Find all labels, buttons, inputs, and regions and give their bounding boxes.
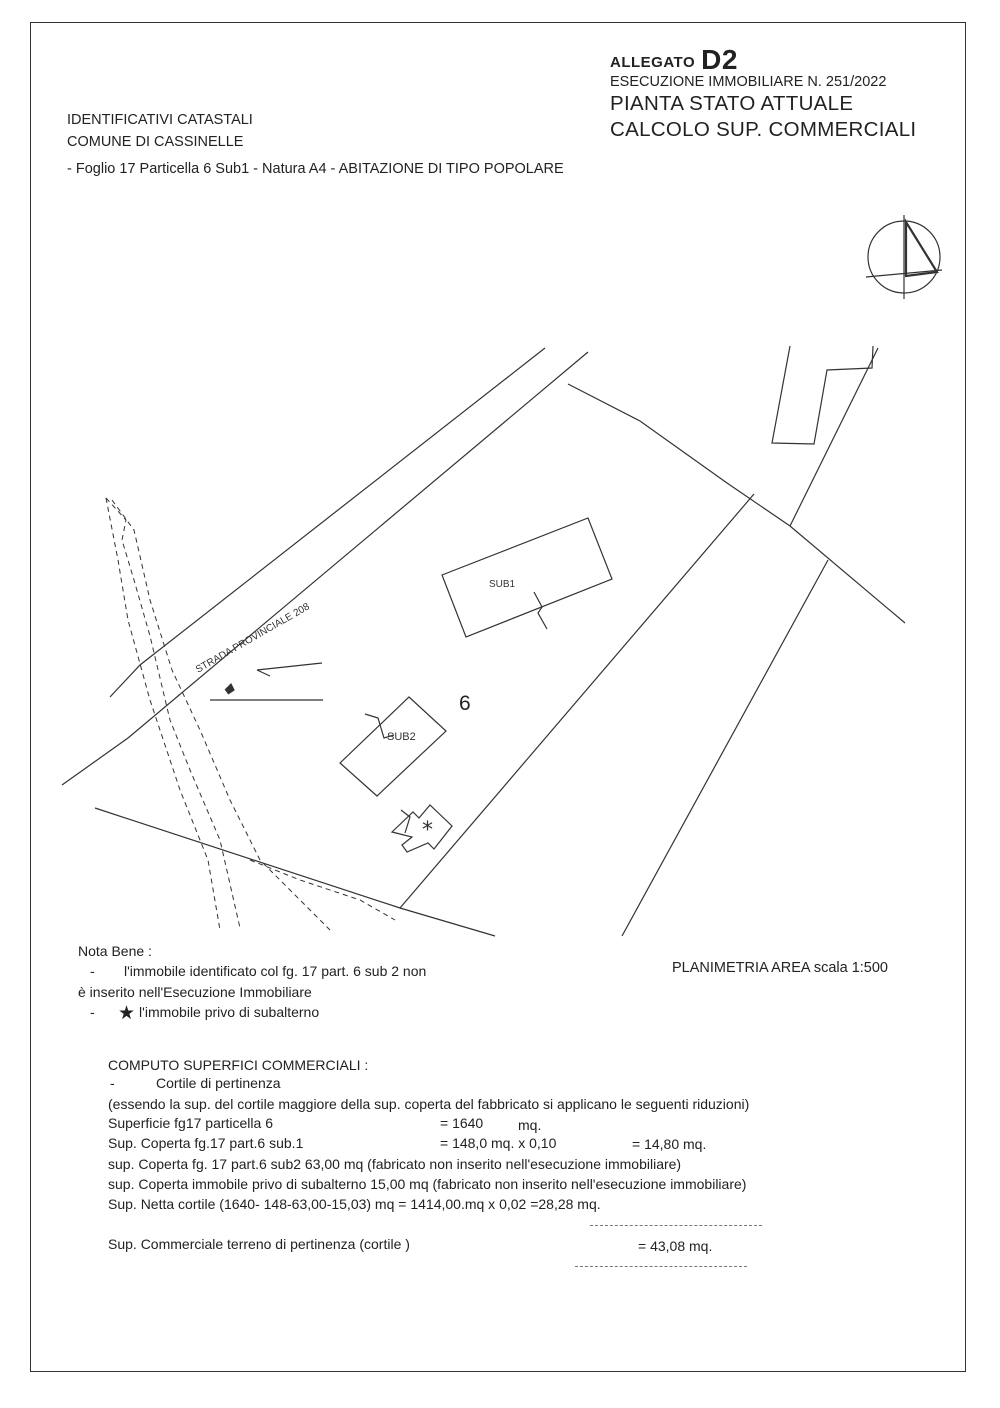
sub1-label: SUB1: [489, 579, 516, 590]
esecuzione-number: ESECUZIONE IMMOBILIARE N. 251/2022: [610, 74, 887, 90]
row1-value: = 1640: [440, 1115, 484, 1131]
note-item-1-cont: è inserito nell'Esecuzione Immobiliare: [78, 984, 312, 1000]
pianta-title: PIANTA STATO ATTUALE: [610, 92, 854, 115]
separator-top: [590, 1225, 762, 1226]
parcel-number: 6: [459, 692, 471, 715]
total-label: Sup. Commerciale terreno di pertinenza (cortile ): [108, 1236, 410, 1252]
computo-intro: (essendo la sup. del cortile maggiore della sup. coperta del fabbricato si applicano le seguenti riduzioni): [108, 1096, 750, 1112]
calcolo-title: CALCOLO SUP. COMMERCIALI: [610, 118, 917, 141]
row1-label: Superficie fg17 particella 6: [108, 1115, 273, 1131]
star-icon: ★: [118, 1003, 136, 1024]
planimetria-scale: PLANIMETRIA AREA scala 1:500: [672, 960, 888, 976]
row2-value: = 148,0 mq. x 0,10: [440, 1135, 557, 1151]
row3: sup. Coperta fg. 17 part.6 sub2 63,00 mq (fabricato non inserito nell'esecuzione immobiliare): [108, 1156, 682, 1172]
note-item-2: - ★ l'immobile privo di subalterno: [90, 1003, 320, 1024]
row1-unit: mq.: [518, 1117, 542, 1133]
nota-bene-title: Nota Bene :: [78, 943, 152, 959]
computo-title: COMPUTO SUPERFICI COMMERCIALI :: [108, 1057, 369, 1073]
row2-result: = 14,80 mq.: [632, 1136, 707, 1152]
comune-name: COMUNE DI CASSINELLE: [67, 134, 244, 150]
foglio-line: - Foglio 17 Particella 6 Sub1 - Natura A4 - ABITAZIONE DI TIPO POPOLARE: [67, 161, 564, 177]
computo-dash: -: [110, 1075, 115, 1091]
allegato-heading: ALLEGATO D2: [610, 44, 738, 75]
star-marker: *: [422, 818, 433, 843]
identificativi-heading: IDENTIFICATIVI CATASTALI: [67, 112, 253, 128]
row5: Sup. Netta cortile (1640- 148-63,00-15,03) mq = 1414,00.mq x 0,02 =28,28 mq.: [108, 1196, 601, 1212]
north-arrow-icon: [866, 215, 942, 299]
row2-label: Sup. Coperta fg.17 part.6 sub.1: [108, 1135, 304, 1151]
note-item-1: - l'immobile identificato col fg. 17 part. 6 sub 2 non: [90, 963, 427, 979]
total-value: = 43,08 mq.: [638, 1238, 713, 1254]
sub2-label: SUB2: [387, 731, 416, 743]
road-label: STRADA PROVINCIALE 208: [194, 601, 312, 676]
separator-bottom: [575, 1266, 747, 1267]
row4: sup. Coperta immobile privo di subalterno 15,00 mq (fabricato non inserito nell'esecuzione immobiliare): [108, 1176, 747, 1192]
cortile-label: Cortile di pertinenza: [156, 1075, 281, 1091]
